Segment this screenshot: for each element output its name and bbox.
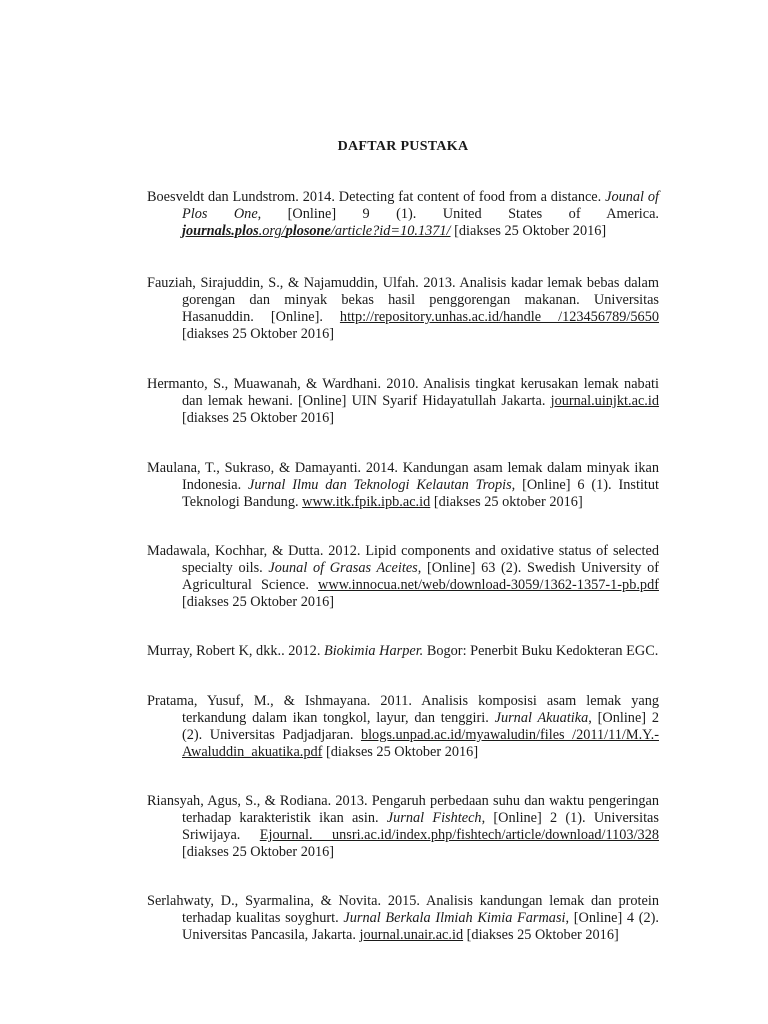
- journal-name: Jounal of Grasas Aceites: [268, 560, 418, 576]
- reference-link[interactable]: www.innocua.net/web/download-3059/1362-1357-1-pb.pdf: [318, 577, 659, 593]
- journal-name: Jurnal Ilmu dan Teknologi Kelautan Tropis,: [248, 477, 516, 493]
- reference-text: Hermanto, S., Muawanah, & Wardhani. 2010. Analisis tingkat kerusakan lemak nabati dan lemak hewani. [Online] UIN Syarif Hidayatullah Jakarta.: [147, 376, 659, 409]
- link-part: .org/: [258, 223, 286, 239]
- reference-text: Fauziah, Sirajuddin, S., & Najamuddin, Ulfah. 2013. Analisis kadar lemak bebas dalam gorengan dan minyak bekas hasil penggorengan makanan. Universitas Hasanuddin. [Online].: [147, 275, 659, 325]
- access-date: [diakses 25 Oktober 2016]: [182, 326, 335, 342]
- reference-text: Pratama, Yusuf, M., & Ishmayana. 2011. Analisis komposisi asam lemak yang terkandung dalam ikan tongkol, layur, dan tenggiri.: [147, 693, 659, 726]
- journal-name: Jurnal Fishtech: [386, 810, 482, 826]
- reference-entry: [147, 189, 659, 240]
- reference-entry: [147, 275, 659, 343]
- access-date: [diakses 25 Oktober 2016]: [182, 844, 335, 860]
- book-title: Biokimia Harper.: [323, 643, 424, 659]
- journal-name: Jounal of Plos One: [182, 189, 659, 222]
- reference-entry: [147, 693, 659, 761]
- reference-link[interactable]: blogs.unpad.ac.id/myawaludin/files /2011/11/M.Y.-Awaluddin_akuatika.pdf: [182, 727, 659, 760]
- reference-entry: [147, 893, 659, 944]
- reference-link[interactable]: Ejournal. unsri.ac.id/index.php/fishtech/article/download/1103/328: [259, 827, 659, 843]
- reference-text: , [Online] 63 (2). Swedish University of Agricultural Science.: [182, 560, 659, 593]
- reference-entry: [147, 460, 659, 511]
- page-title: DAFTAR PUSTAKA: [337, 139, 469, 154]
- access-date: [diakses 25 Oktober 2016]: [463, 927, 619, 943]
- reference-entry: [147, 793, 659, 861]
- reference-list: [147, 189, 659, 977]
- access-date: [diakses 25 Oktober 2016]: [322, 744, 479, 760]
- reference-entry: [147, 643, 659, 660]
- access-date: [diakses 25 Oktober 2016]: [182, 410, 335, 426]
- reference-link[interactable]: journal.uinjkt.ac.id: [550, 393, 659, 409]
- reference-link[interactable]: http://repository.unhas.ac.id/handle /123456789/5650: [339, 309, 659, 325]
- reference-text: Murray, Robert K, dkk.. 2012.: [147, 643, 324, 659]
- journal-name: Jurnal Akuatika: [494, 710, 589, 726]
- journal-name: Jurnal Berkala Ilmiah Kimia Farmasi: [343, 910, 566, 926]
- reference-link[interactable]: www.itk.fpik.ipb.ac.id: [302, 494, 431, 510]
- reference-text: Riansyah, Agus, S., & Rodiana. 2013. Pengaruh perbedaan suhu dan waktu pengeringan terhadap karakteristik ikan asin.: [147, 793, 659, 826]
- link-part: /article?id=10.1371/: [330, 223, 451, 239]
- link-part: plosone: [285, 223, 331, 239]
- reference-text: , [Online] 2 (2). Universitas Padjadjaran.: [182, 710, 659, 743]
- reference-link[interactable]: journal.unair.ac.id: [359, 927, 464, 943]
- link-part: journals.plos: [182, 223, 259, 239]
- access-date: [diakses 25 Oktober 2016]: [182, 594, 335, 610]
- reference-entry: [147, 376, 659, 427]
- reference-text: , [Online] 2 (1). Universitas Sriwijaya.: [182, 810, 659, 843]
- reference-text: Maulana, T., Sukraso, & Damayanti. 2014. Kandungan asam lemak dalam minyak ikan Indonesia.: [147, 460, 659, 493]
- access-date: [diakses 25 Oktober 2016]: [450, 223, 607, 239]
- reference-text: [Online] 6 (1). Institut Teknologi Bandung.: [182, 477, 660, 510]
- reference-text: , [Online] 4 (2). Universitas Pancasila, Jakarta.: [182, 910, 659, 943]
- reference-text: Serlahwaty, D., Syarmalina, & Novita. 2015. Analisis kandungan lemak dan protein terhadap kualitas soyghurt.: [147, 893, 659, 926]
- reference-entry: [147, 543, 659, 611]
- reference-text: Bogor: Penerbit Buku Kedokteran EGC.: [423, 643, 659, 659]
- reference-text: Madawala, Kochhar, & Dutta. 2012. Lipid components and oxidative status of selected specialty oils.: [147, 543, 659, 576]
- reference-text: Boesveldt dan Lundstrom. 2014. Detecting fat content of food from a distance.: [147, 189, 606, 205]
- reference-link[interactable]: [182, 223, 451, 239]
- access-date: [diakses 25 oktober 2016]: [430, 494, 583, 510]
- reference-text: , [Online] 9 (1). United States of America.: [257, 206, 659, 222]
